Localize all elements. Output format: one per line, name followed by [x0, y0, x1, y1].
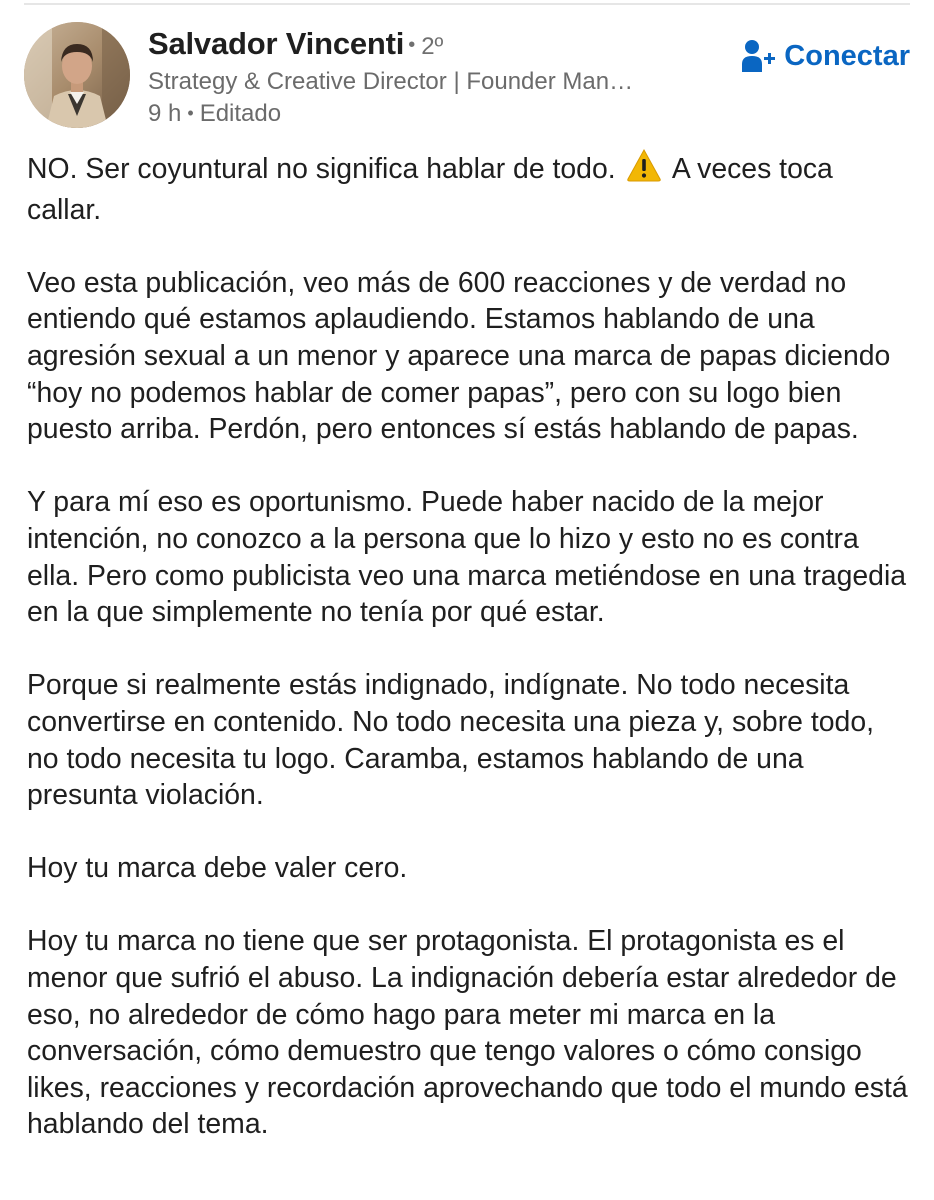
- avatar[interactable]: [24, 22, 130, 128]
- degree-value: 2º: [421, 33, 444, 60]
- warning-icon: [626, 148, 662, 192]
- name-line: [148, 26, 708, 62]
- post-paragraph-5: Hoy tu marca debe valer cero.: [27, 852, 408, 885]
- post-body: [27, 148, 911, 1180]
- post-paragraph-1: [27, 148, 911, 228]
- degree-separator: •: [408, 34, 416, 56]
- top-divider: [24, 3, 910, 5]
- post-paragraph-3: Y para mí eso es oportunismo. Puede haber nacido de la mejor intención, no conozco a la persona que lo hizo y esto no es contra ella. Pero como publicista veo una marca metiéndose en una tragedia en la que simplemente no tenía por qué estar.: [27, 486, 907, 629]
- post-paragraph-6: Hoy tu marca no tiene que ser protagonista. El protagonista es el menor que sufrió el abuso. La indignación debería estar alrededor de eso, no alrededor de cómo hago para meter mi marca en la conversación, cómo demuestro que tengo valores o cómo consigo likes, reacciones y recordación aprovechando que todo el mundo está hablando del tema.: [27, 925, 908, 1141]
- post-paragraph-1-tail: A veces toca callar.: [27, 153, 833, 226]
- add-person-icon: [742, 38, 776, 74]
- connect-button[interactable]: [742, 38, 910, 74]
- post-time: 9 h: [148, 100, 182, 127]
- post-meta: [148, 100, 708, 128]
- author-name[interactable]: Salvador Vincenti: [148, 26, 405, 61]
- post-header: [24, 22, 910, 132]
- meta-separator: •: [187, 103, 194, 123]
- post-paragraph-4: Porque si realmente estás indignado, indígnate. No todo necesita convertirse en contenido. No todo necesita una pieza y, sobre todo, no todo necesita tu logo. Caramba, estamos hablando de una presunta violación.: [27, 669, 874, 812]
- author-headline: Strategy & Creative Director | Founder Man…: [148, 68, 634, 95]
- connection-degree: [408, 33, 443, 61]
- post-paragraph-2: Veo esta publicación, veo más de 600 reacciones y de verdad no entiendo qué estamos aplaudiendo. Estamos hablando de una agresión sexual a un menor y aparece una marca de papas diciendo “hoy no podemos hablar de comer papas”, pero con su logo bien puesto arriba. Perdón, pero entonces sí estás hablando de papas.: [27, 266, 891, 446]
- connect-label: Conectar: [784, 39, 910, 72]
- avatar-photo: [24, 22, 130, 128]
- author-block: [148, 26, 708, 128]
- post-paragraph-1-lead: NO. Ser coyuntural no significa hablar de todo.: [27, 153, 616, 185]
- edited-label: Editado: [199, 100, 282, 127]
